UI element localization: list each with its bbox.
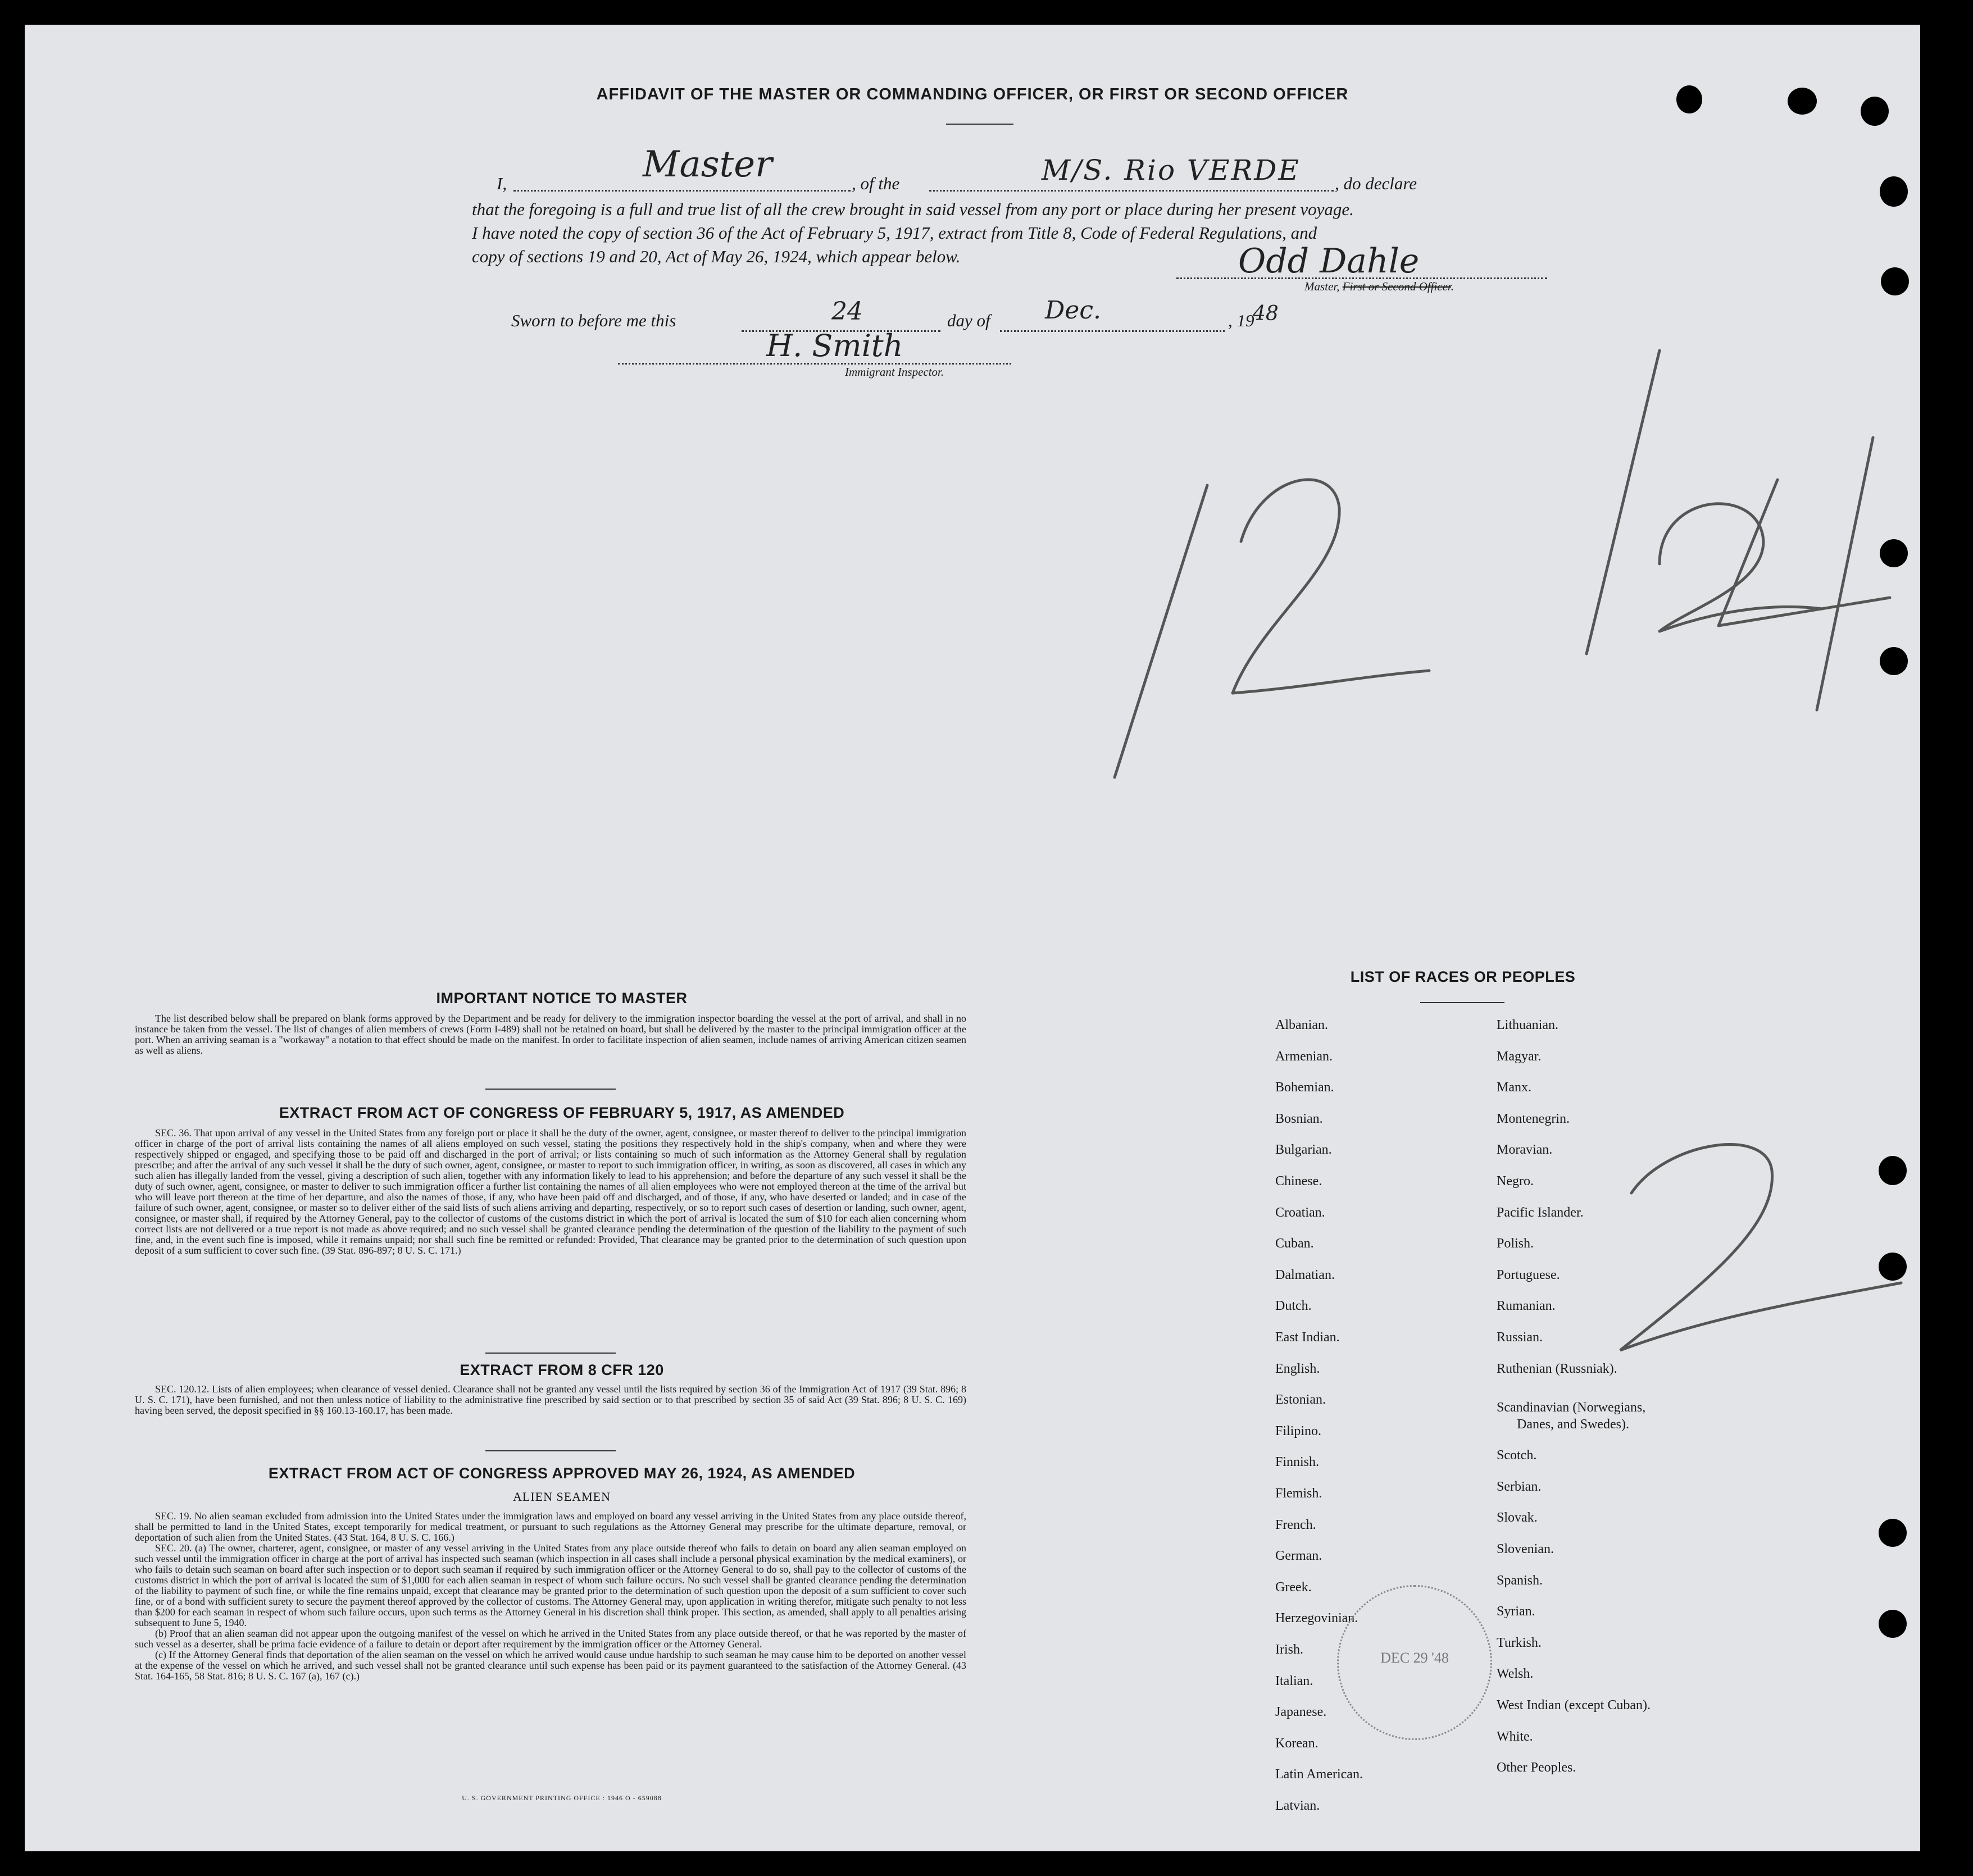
printer-imprint: U. S. GOVERNMENT PRINTING OFFICE : 1946 O - 659088 [462, 1794, 662, 1802]
races-heading: LIST OF RACES OR PEOPLES [1350, 968, 1576, 985]
extract-1924-text [135, 1511, 966, 1682]
race-item: Negro. [1497, 1174, 1534, 1189]
race-item: Russian. [1497, 1330, 1543, 1345]
race-item: English. [1275, 1361, 1320, 1376]
race-item: Turkish. [1497, 1635, 1542, 1650]
stroke-two [1233, 480, 1429, 693]
race-item: Greek. [1275, 1579, 1312, 1595]
vessel-field-value: M/S. Rio VERDE [1042, 154, 1301, 186]
sworn-month-value: Dec. [1045, 296, 1101, 325]
section-rule [485, 1089, 616, 1090]
year-prefix: , 19 [1228, 311, 1254, 330]
stroke-four [1719, 480, 1890, 626]
affidavit-line-3: I have noted the copy of section 36 of the Act of February 5, 1917, extract from Title 8, Code of Federal Regulations, and [472, 223, 1317, 243]
race-item: Slovenian. [1497, 1542, 1554, 1556]
race-item: Polish. [1497, 1236, 1534, 1251]
race-item: German. [1275, 1549, 1322, 1564]
race-item: Filipino. [1275, 1423, 1322, 1438]
punch-hole [1881, 267, 1909, 295]
sworn-month-field [1000, 308, 1225, 332]
extract-cfr-text [135, 1384, 966, 1416]
stroke-slash [1586, 350, 1660, 654]
race-item: Portuguese. [1497, 1267, 1560, 1282]
handwritten-date-mark [1092, 339, 1912, 800]
race-item: Dutch. [1275, 1299, 1312, 1314]
punch-hole [1879, 1519, 1907, 1547]
alien-seamen-subheading: ALIEN SEAMEN [513, 1490, 611, 1504]
year-suffix: 48 [1253, 302, 1279, 325]
sworn-label: Sworn to before me this [511, 311, 676, 330]
affidavit-heading: AFFIDAVIT OF THE MASTER OR COMMANDING OFFICER, OR FIRST OR SECOND OFFICER [596, 85, 1349, 103]
do-declare-label: , do declare [1335, 174, 1417, 193]
race-item: Rumanian. [1497, 1299, 1556, 1314]
race-item: Chinese. [1275, 1174, 1322, 1189]
i-label: I, [497, 174, 507, 193]
race-item: Other Peoples. [1497, 1760, 1576, 1775]
of-the-label: , of the [852, 174, 900, 193]
extract-1924-heading: EXTRACT FROM ACT OF CONGRESS APPROVED MAY 26, 1924, AS AMENDED [268, 1465, 856, 1482]
race-item: French. [1275, 1517, 1316, 1532]
race-item: Italian. [1275, 1673, 1313, 1688]
heading-rule [946, 124, 1013, 125]
punch-hole [1879, 1610, 1907, 1638]
sec-20a-paragraph: SEC. 20. (a) The owner, charterer, agent, consignee, or master of any vessel arriving in the United States from any place outside thereof who fails to detain on board any alien seaman employed on such vessel until the immigration officer in charge at the port of arrival has inspected such seaman (which inspection in all cases shall include a personal physical examination by the medical examiners), or who fails to detain such seaman on board after such inspection or to deport such seaman if required by such immigration officer or the Attorney General to do so, shall pay to the collector of customs of the customs district in which the port of arrival is located the sum of $1,000 for each alien seaman in respect of whom such failure occurs. No such vessel shall be granted clearance pending the determination of the liability to payment of such fine, or while the fine remains unpaid, except that clearance may be granted prior to the determination of such question upon the deposit of a sum sufficient to cover such fine, or of a bond with sufficient surety to secure the payment thereof approved by the collector of customs. The Attorney General may, upon application in writing therefor, mitigate such penalty to not less than $200 for each seaman in respect of whom such failure occurs, upon such terms as the Attorney General in his discretion shall think proper. This section, as amended, shall apply to all penalties arising subsequent to June 5, 1940. [135, 1542, 966, 1628]
race-item: Montenegrin. [1497, 1111, 1570, 1126]
affidavit-line-2: that the foregoing is a full and true list of all the crew brought in said vessel from any port or place during her present voyage. [472, 199, 1354, 219]
extract-1917-paragraph: SEC. 36. That upon arrival of any vessel in the United States from any foreign port or place it shall be the duty of the owner, agent, consignee, or master thereof to deliver to the principal immigration officer in charge of the port of arrival lists containing the names of all aliens employed on such vessel, stating the positions they respectively hold in the ship's company, when and where they were respectively shipped or engaged, and specifying those to be paid off and discharged in the port of arrival; or lists containing so much of such information as the Attorney General shall by regulation prescribe; and after the arrival of any such vessel it shall be the duty of such owner, agent, consignee, or master to report to such immigration officer, in writing, as soon as discovered, all cases in which any such alien has illegally landed from the vessel, giving a description of such alien, together with any information likely to lead to his apprehension; and before the departure of any such vessel it shall be the duty of such owner, agent, consignee, or master to deliver to such immigration officer a further list containing the names of all alien employees who were not employed thereon at the time of the arrival but who will leave port thereon at the time of her departure, and also the names of those, if any, who have been paid off and discharged, and of those, if any, who have deserted or landed; and in case of the failure of such owner, agent, consignee, or master so to deliver either of the said lists of such aliens arriving and departing, respectively, or so to report such cases of desertion or landing, such owner, agent, consignee, or master shall, if required by the Attorney General, pay to the collector of customs of the customs district in which the port of arrival is located the sum of $10 for each alien concerning whom correct lists are not delivered or a true report is not made as above required; and no such vessel shall be granted clearance pending the determination of the question of the liability to the payment of such fine, and, in the event such fine is imposed, while it remains unpaid; nor shall such fine be remitted or refunded: Provided, That clearance may be granted prior to the determination of such question upon deposit of a sum sufficient to cover such fine. (39 Stat. 896-897; 8 U. S. C. 171.) [135, 1127, 966, 1256]
stamp-date: DEC 29 '48 [1380, 1650, 1449, 1666]
race-item: Pacific Islander. [1497, 1205, 1584, 1220]
race-item: Spanish. [1497, 1573, 1543, 1588]
race-item: Magyar. [1497, 1049, 1542, 1064]
sec-20b-paragraph: (b) Proof that an alien seaman did not appear upon the outgoing manifest of the vessel on which he arrived in the United States from any place outside thereof, or that he was reported by the master of such vessel as a deserter, shall be prima facie evidence of a failure to detain or deport after requirement by the immigration officer or the Attorney General. [135, 1628, 966, 1650]
race-item: Bohemian. [1275, 1080, 1334, 1095]
race-item: Manx. [1497, 1080, 1531, 1095]
race-item: Croatian. [1275, 1205, 1325, 1220]
stroke-one [1115, 485, 1207, 777]
day-of-label: day of [947, 311, 990, 330]
race-item: Estonian. [1275, 1392, 1326, 1408]
master-field-value: Master [643, 144, 772, 185]
races-heading-rule [1420, 1002, 1504, 1003]
caption-master: Master, [1304, 280, 1340, 293]
caption-struck: First or Second Officer [1342, 280, 1451, 293]
sworn-day-value: 24 [831, 297, 863, 326]
race-item: West Indian (except Cuban). [1497, 1698, 1651, 1713]
signature-caption [1304, 280, 1454, 294]
race-item: Dalmatian. [1275, 1267, 1335, 1282]
race-item: Herzegovinian. [1275, 1611, 1358, 1626]
extract-1917-heading: EXTRACT FROM ACT OF CONGRESS OF FEBRUARY 5, 1917, AS AMENDED [279, 1104, 845, 1121]
sec-20c-paragraph: (c) If the Attorney General finds that deportation of the alien seaman on the vessel on which he arrived would cause undue hardship to such seaman he may cause him to be deported on another vessel at the expense of the vessel on which he arrived, and such vessel shall not be granted clearance until such expense has been paid or its payment guaranteed to the satisfaction of the Attorney General. (43 Stat. 164-165, 58 Stat. 816; 8 U. S. C. 167 (a), 167 (c).) [135, 1649, 966, 1682]
race-item: Latin American. [1275, 1767, 1363, 1782]
race-item: Irish. [1275, 1642, 1303, 1657]
stroke-four-b [1817, 438, 1873, 710]
race-item: Moravian. [1497, 1142, 1553, 1158]
document-page [25, 25, 1920, 1851]
inspector-signature: H. Smith [766, 328, 903, 363]
sec-19-paragraph: SEC. 19. No alien seaman excluded from admission into the United States under the immigration laws and employed on board any vessel arriving in the United States from any place outside thereof, shall be permitted to land in the United States, except temporarily for medical treatment, or pursuant to such regulations as the Attorney General may prescribe for the ultimate departure, removal, or deportation of such alien from the United States. (43 Stat. 164, 8 U. S. C. 166.) [135, 1510, 966, 1543]
sworn-line [511, 296, 1309, 336]
notice-heading: IMPORTANT NOTICE TO MASTER [436, 990, 688, 1007]
race-item: Syrian. [1497, 1604, 1535, 1619]
inspection-stamp [1337, 1585, 1492, 1740]
punch-hole [1880, 176, 1908, 207]
race-item: Korean. [1275, 1736, 1319, 1751]
race-item: Bosnian. [1275, 1111, 1323, 1126]
race-item: Slovak. [1497, 1510, 1538, 1526]
race-item: Danes, and Swedes). [1517, 1417, 1629, 1432]
race-item: Serbian. [1497, 1479, 1542, 1494]
race-item: Lithuanian. [1497, 1018, 1558, 1032]
affidavit-line-4: copy of sections 19 and 20, Act of May 26, 1924, which appear below. [472, 247, 961, 266]
race-item: Albanian. [1275, 1018, 1328, 1032]
extract-cfr-paragraph: SEC. 120.12. Lists of alien employees; when clearance of vessel denied. Clearance shall not be granted any vessel until the lists required by section 36 of the Immigration Act of 1917 (39 Stat. 896; 8 U. S. C. 171), have been furnished, and not then unless notice of liability to the administrative fine prescribed by said section or to that prescribed by section 35 of said Act (39 Stat. 896; 8 U. S. C. 169) having been served, the deposit specified in §§ 160.13-160.17, has been made. [135, 1383, 966, 1416]
race-item: Scotch. [1497, 1448, 1537, 1463]
extract-1917-text [135, 1128, 966, 1256]
race-item: White. [1497, 1729, 1533, 1744]
race-item: Cuban. [1275, 1236, 1314, 1251]
notice-paragraph: The list described below shall be prepared on blank forms approved by the Department and be ready for delivery to the immigration inspector boarding the vessel at the port of arrival, and shall in no instance be taken from the vessel. The list of changes of alien members of crews (Form I-489) shall not be retained on board, but shall be delivered by the master to the principal immigration officer at the port. When an arriving seaman is a "workaway" a notation to that effect should be made on the manifest. In order to facilitate inspection of alien seamen, include names of arriving American citizen seamen as well as aliens. [135, 1013, 966, 1056]
master-signature: Odd Dahle [1238, 242, 1420, 281]
race-item: Welsh. [1497, 1666, 1534, 1682]
race-item: East Indian. [1275, 1330, 1340, 1345]
race-item: Finnish. [1275, 1455, 1320, 1470]
race-item: Armenian. [1275, 1049, 1333, 1064]
race-item: Scandinavian (Norwegians, [1497, 1400, 1646, 1415]
race-item: Japanese. [1275, 1705, 1327, 1720]
extract-cfr-heading: EXTRACT FROM 8 CFR 120 [460, 1362, 664, 1378]
section-rule [485, 1450, 616, 1451]
section-rule [485, 1353, 616, 1354]
handwritten-date-mark-text: 12/24 [1092, 339, 1094, 340]
affidavit-line-1 [474, 144, 1558, 193]
notice-text [135, 1013, 966, 1056]
inspector-caption: Immigrant Inspector. [845, 365, 944, 379]
race-item: Ruthenian (Russniak). [1497, 1361, 1617, 1376]
race-item: Flemish. [1275, 1486, 1322, 1501]
race-item: Latvian. [1275, 1798, 1320, 1813]
race-item: Bulgarian. [1275, 1142, 1332, 1158]
handwritten-page-mark [1598, 1114, 1912, 1373]
caption-end: . [1451, 280, 1454, 293]
